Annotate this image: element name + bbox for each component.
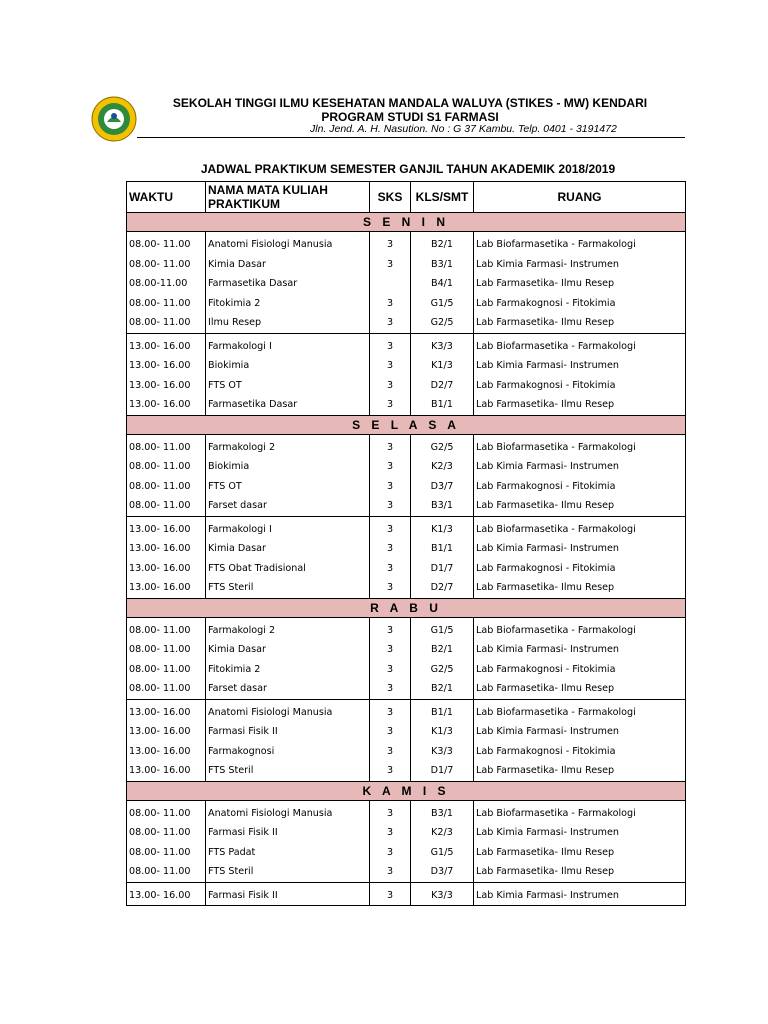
cell-mata-kuliah: Farmakologi I	[206, 520, 370, 540]
table-row	[127, 621, 686, 641]
cell-waktu: 08.00- 11.00	[127, 843, 206, 863]
cell-kls-smt: B2/1	[411, 640, 474, 660]
table-row	[127, 477, 686, 497]
cell-ruang: Lab Farmasetika- Ilmu Resep	[474, 761, 686, 781]
cell-mata-kuliah: Farset dasar	[206, 679, 370, 699]
cell-mata-kuliah: Biokimia	[206, 457, 370, 477]
table-row	[127, 703, 686, 723]
cell-ruang: Lab Farmasetika- Ilmu Resep	[474, 862, 686, 882]
cell-kls-smt: B2/1	[411, 235, 474, 255]
cell-mata-kuliah: Ilmu Resep	[206, 313, 370, 333]
cell-mata-kuliah: Farmakologi 2	[206, 621, 370, 641]
cell-mata-kuliah: Farmasetika Dasar	[206, 395, 370, 415]
cell-sks: 3	[370, 376, 411, 396]
cell-sks: 3	[370, 235, 411, 255]
col-mata-kuliah-line1: NAMA MATA KULIAH	[208, 183, 328, 197]
cell-kls-smt: K1/3	[411, 722, 474, 742]
cell-mata-kuliah: Anatomi Fisiologi Manusia	[206, 804, 370, 824]
cell-kls-smt: G2/5	[411, 438, 474, 458]
table-row	[127, 438, 686, 458]
cell-sks: 3	[370, 438, 411, 458]
cell-sks: 3	[370, 862, 411, 882]
cell-mata-kuliah: FTS Steril	[206, 761, 370, 781]
table-row	[127, 804, 686, 824]
cell-kls-smt: B3/1	[411, 804, 474, 824]
cell-ruang: Lab Farmakognosi - Fitokimia	[474, 376, 686, 396]
cell-mata-kuliah: Farmakologi I	[206, 337, 370, 357]
cell-kls-smt: K3/3	[411, 742, 474, 762]
cell-mata-kuliah: Farmasi Fisik II	[206, 823, 370, 843]
cell-ruang: Lab Biofarmasetika - Farmakologi	[474, 703, 686, 723]
cell-sks: 3	[370, 520, 411, 540]
cell-sks: 3	[370, 742, 411, 762]
cell-sks: 3	[370, 640, 411, 660]
cell-ruang: Lab Biofarmasetika - Farmakologi	[474, 621, 686, 641]
cell-mata-kuliah: Kimia Dasar	[206, 255, 370, 275]
cell-waktu: 13.00- 16.00	[127, 703, 206, 723]
cell-sks: 3	[370, 679, 411, 699]
cell-ruang: Lab Farmakognosi - Fitokimia	[474, 477, 686, 497]
institution-name: SEKOLAH TINGGI ILMU KESEHATAN MANDALA WALUYA (STIKES - MW) KENDARI	[172, 96, 648, 110]
cell-waktu: 13.00- 16.00	[127, 761, 206, 781]
cell-sks: 3	[370, 660, 411, 680]
cell-mata-kuliah: Biokimia	[206, 356, 370, 376]
table-row	[127, 313, 686, 333]
cell-kls-smt: B1/1	[411, 395, 474, 415]
cell-kls-smt: D1/7	[411, 761, 474, 781]
cell-mata-kuliah: Farmasi Fisik II	[206, 886, 370, 906]
header-divider	[137, 137, 685, 138]
cell-mata-kuliah: Farmasetika Dasar	[206, 274, 370, 294]
cell-ruang: Lab Farmakognosi - Fitokimia	[474, 742, 686, 762]
table-row	[127, 862, 686, 882]
table-row	[127, 679, 686, 699]
table-row	[127, 376, 686, 396]
cell-waktu: 13.00- 16.00	[127, 722, 206, 742]
cell-waktu: 08.00- 11.00	[127, 313, 206, 333]
cell-ruang: Lab Farmasetika- Ilmu Resep	[474, 679, 686, 699]
col-mata-kuliah-line2: PRAKTIKUM	[208, 197, 280, 211]
cell-waktu: 13.00- 16.00	[127, 376, 206, 396]
cell-sks: 3	[370, 477, 411, 497]
col-ruang: RUANG	[474, 182, 686, 213]
cell-ruang: Lab Biofarmasetika - Farmakologi	[474, 804, 686, 824]
table-row	[127, 640, 686, 660]
cell-sks: 3	[370, 496, 411, 516]
cell-waktu: 13.00- 16.00	[127, 539, 206, 559]
cell-mata-kuliah: Kimia Dasar	[206, 640, 370, 660]
cell-kls-smt: K1/3	[411, 520, 474, 540]
cell-sks: 3	[370, 843, 411, 863]
cell-ruang: Lab Kimia Farmasi- Instrumen	[474, 539, 686, 559]
cell-mata-kuliah: Anatomi Fisiologi Manusia	[206, 703, 370, 723]
cell-sks: 3	[370, 457, 411, 477]
cell-mata-kuliah: FTS Steril	[206, 862, 370, 882]
cell-sks: 3	[370, 703, 411, 723]
cell-sks: 3	[370, 294, 411, 314]
day-label: R A B U	[127, 598, 686, 617]
table-row	[127, 356, 686, 376]
cell-kls-smt: G2/5	[411, 660, 474, 680]
table-row	[127, 520, 686, 540]
cell-mata-kuliah: Farmasi Fisik II	[206, 722, 370, 742]
cell-ruang: Lab Kimia Farmasi- Instrumen	[474, 457, 686, 477]
cell-mata-kuliah: Farmakologi 2	[206, 438, 370, 458]
table-row	[127, 886, 686, 906]
cell-ruang: Lab Kimia Farmasi- Instrumen	[474, 823, 686, 843]
cell-waktu: 08.00- 11.00	[127, 294, 206, 314]
cell-waktu: 08.00- 11.00	[127, 621, 206, 641]
col-sks: SKS	[370, 182, 411, 213]
cell-mata-kuliah: Farset dasar	[206, 496, 370, 516]
cell-waktu: 08.00- 11.00	[127, 823, 206, 843]
cell-sks: 3	[370, 761, 411, 781]
cell-waktu: 08.00-11.00	[127, 274, 206, 294]
cell-kls-smt: B2/1	[411, 679, 474, 699]
cell-kls-smt: K2/3	[411, 457, 474, 477]
cell-ruang: Lab Kimia Farmasi- Instrumen	[474, 640, 686, 660]
cell-ruang: Lab Farmasetika- Ilmu Resep	[474, 496, 686, 516]
cell-sks: 3	[370, 539, 411, 559]
cell-sks	[370, 274, 411, 294]
table-row	[127, 578, 686, 598]
cell-kls-smt: B1/1	[411, 703, 474, 723]
cell-sks: 3	[370, 395, 411, 415]
cell-ruang: Lab Biofarmasetika - Farmakologi	[474, 438, 686, 458]
cell-kls-smt: K3/3	[411, 886, 474, 906]
cell-ruang: Lab Kimia Farmasi- Instrumen	[474, 722, 686, 742]
table-row	[127, 294, 686, 314]
cell-kls-smt: D1/7	[411, 559, 474, 579]
cell-kls-smt: B3/1	[411, 496, 474, 516]
cell-waktu: 13.00- 16.00	[127, 578, 206, 598]
table-row	[127, 496, 686, 516]
cell-kls-smt: G1/5	[411, 621, 474, 641]
cell-mata-kuliah: FTS OT	[206, 376, 370, 396]
day-label: S E L A S A	[127, 415, 686, 434]
cell-waktu: 13.00- 16.00	[127, 395, 206, 415]
cell-kls-smt: B4/1	[411, 274, 474, 294]
cell-mata-kuliah: FTS Padat	[206, 843, 370, 863]
cell-ruang: Lab Biofarmasetika - Farmakologi	[474, 520, 686, 540]
table-row	[127, 660, 686, 680]
table-row	[127, 742, 686, 762]
day-row	[127, 415, 686, 434]
cell-waktu: 08.00- 11.00	[127, 862, 206, 882]
cell-waktu: 08.00- 11.00	[127, 457, 206, 477]
cell-kls-smt: D2/7	[411, 376, 474, 396]
cell-kls-smt: K3/3	[411, 337, 474, 357]
day-row	[127, 213, 686, 232]
table-row	[127, 722, 686, 742]
cell-waktu: 08.00- 11.00	[127, 496, 206, 516]
table-row	[127, 539, 686, 559]
cell-ruang: Lab Kimia Farmasi- Instrumen	[474, 255, 686, 275]
cell-ruang: Lab Farmakognosi - Fitokimia	[474, 660, 686, 680]
cell-ruang: Lab Farmasetika- Ilmu Resep	[474, 843, 686, 863]
cell-waktu: 13.00- 16.00	[127, 886, 206, 906]
cell-sks: 3	[370, 356, 411, 376]
cell-waktu: 13.00- 16.00	[127, 356, 206, 376]
cell-kls-smt: D2/7	[411, 578, 474, 598]
cell-sks: 3	[370, 722, 411, 742]
table-header-row	[127, 182, 686, 213]
col-kls-smt: KLS/SMT	[411, 182, 474, 213]
col-mata-kuliah	[206, 182, 370, 213]
day-label: S E N I N	[127, 213, 686, 232]
cell-kls-smt: D3/7	[411, 477, 474, 497]
cell-mata-kuliah: Farmakognosi	[206, 742, 370, 762]
cell-ruang: Lab Farmakognosi - Fitokimia	[474, 559, 686, 579]
table-row	[127, 843, 686, 863]
cell-sks: 3	[370, 337, 411, 357]
cell-waktu: 08.00- 11.00	[127, 438, 206, 458]
cell-ruang: Lab Biofarmasetika - Farmakologi	[474, 337, 686, 357]
college-logo-icon	[91, 96, 137, 142]
cell-sks: 3	[370, 804, 411, 824]
cell-waktu: 13.00- 16.00	[127, 520, 206, 540]
table-row	[127, 255, 686, 275]
cell-kls-smt: K2/3	[411, 823, 474, 843]
cell-mata-kuliah: FTS Steril	[206, 578, 370, 598]
cell-kls-smt: B3/1	[411, 255, 474, 275]
cell-ruang: Lab Farmasetika- Ilmu Resep	[474, 274, 686, 294]
cell-sks: 3	[370, 823, 411, 843]
cell-waktu: 08.00- 11.00	[127, 679, 206, 699]
day-row	[127, 598, 686, 617]
schedule-table	[126, 181, 686, 906]
cell-kls-smt: G1/5	[411, 294, 474, 314]
cell-mata-kuliah: Kimia Dasar	[206, 539, 370, 559]
cell-waktu: 08.00- 11.00	[127, 640, 206, 660]
table-row	[127, 337, 686, 357]
day-row	[127, 781, 686, 800]
cell-waktu: 08.00- 11.00	[127, 477, 206, 497]
table-row	[127, 457, 686, 477]
cell-sks: 3	[370, 578, 411, 598]
cell-mata-kuliah: FTS Obat Tradisional	[206, 559, 370, 579]
cell-waktu: 08.00- 11.00	[127, 235, 206, 255]
cell-ruang: Lab Farmasetika- Ilmu Resep	[474, 395, 686, 415]
cell-mata-kuliah: Fitokimia 2	[206, 660, 370, 680]
cell-waktu: 08.00- 11.00	[127, 255, 206, 275]
table-row	[127, 559, 686, 579]
cell-ruang: Lab Farmasetika- Ilmu Resep	[474, 313, 686, 333]
cell-kls-smt: B1/1	[411, 539, 474, 559]
day-label: K A M I S	[127, 781, 686, 800]
cell-kls-smt: K1/3	[411, 356, 474, 376]
schedule-title: JADWAL PRAKTIKUM SEMESTER GANJIL TAHUN AKADEMIK 2018/2019	[200, 162, 616, 176]
cell-sks: 3	[370, 886, 411, 906]
col-waktu: WAKTU	[127, 182, 206, 213]
table-row	[127, 761, 686, 781]
cell-ruang: Lab Kimia Farmasi- Instrumen	[474, 886, 686, 906]
table-row	[127, 274, 686, 294]
cell-waktu: 13.00- 16.00	[127, 559, 206, 579]
cell-ruang: Lab Farmakognosi - Fitokimia	[474, 294, 686, 314]
cell-sks: 3	[370, 621, 411, 641]
cell-sks: 3	[370, 559, 411, 579]
cell-ruang: Lab Biofarmasetika - Farmakologi	[474, 235, 686, 255]
table-row	[127, 823, 686, 843]
cell-waktu: 13.00- 16.00	[127, 337, 206, 357]
study-program: PROGRAM STUDI S1 FARMASI	[321, 110, 499, 124]
table-row	[127, 395, 686, 415]
cell-ruang: Lab Kimia Farmasi- Instrumen	[474, 356, 686, 376]
cell-kls-smt: G2/5	[411, 313, 474, 333]
cell-kls-smt: G1/5	[411, 843, 474, 863]
table-row	[127, 235, 686, 255]
cell-waktu: 13.00- 16.00	[127, 742, 206, 762]
cell-mata-kuliah: Fitokimia 2	[206, 294, 370, 314]
cell-waktu: 08.00- 11.00	[127, 660, 206, 680]
cell-sks: 3	[370, 313, 411, 333]
cell-kls-smt: D3/7	[411, 862, 474, 882]
cell-ruang: Lab Farmasetika- Ilmu Resep	[474, 578, 686, 598]
cell-waktu: 08.00- 11.00	[127, 804, 206, 824]
cell-mata-kuliah: FTS OT	[206, 477, 370, 497]
cell-mata-kuliah: Anatomi Fisiologi Manusia	[206, 235, 370, 255]
institution-address: Jln. Jend. A. H. Nasution. No : G 37 Kambu. Telp. 0401 - 3191472	[310, 123, 617, 135]
cell-sks: 3	[370, 255, 411, 275]
